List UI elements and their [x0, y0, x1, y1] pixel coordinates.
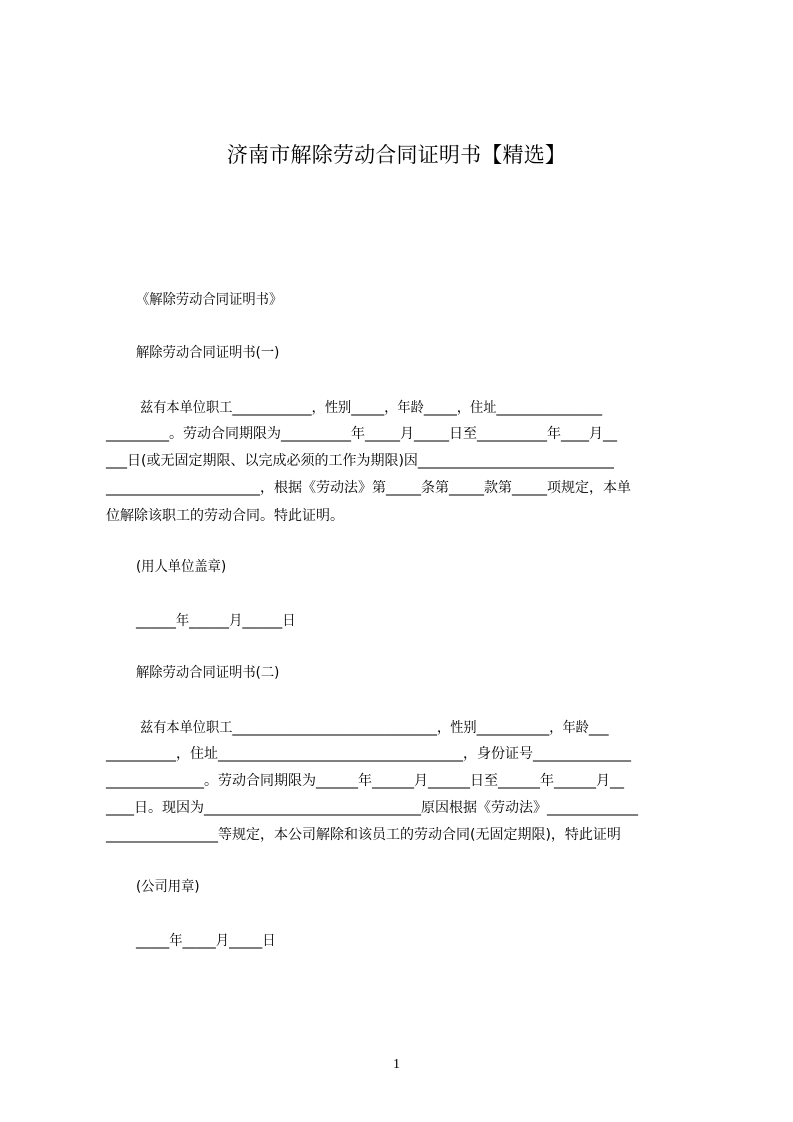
stamp-note-two: (公司用章)	[136, 879, 200, 895]
date-line-one: ______年______月______日	[136, 613, 296, 629]
page-number: 1	[393, 1057, 400, 1072]
paragraph-one-line: ___日(或无固定期限、以完成必须的工作为期限)因____________________________	[106, 453, 614, 469]
paragraph-one-line: 位解除该职工的劳动合同。特此证明。	[106, 508, 344, 524]
paragraph-two-line: ______________。劳动合同期限为______年______月______日至______年______月__	[106, 773, 624, 789]
paragraph-one-line: _________。劳动合同期限为__________年_____月_____日至__________年____月__	[106, 426, 617, 442]
date-line-two: _____年_____月_____日	[136, 933, 276, 949]
paragraph-one-line: ______________________，根据《劳动法》第_____条第_____款第_____项规定，本单	[106, 480, 631, 496]
stamp-note-one: (用人单位盖章)	[136, 559, 227, 575]
paragraph-two-line: 兹有本单位职工_______________________________，性别___________，年龄___	[140, 720, 609, 736]
doc-heading: 《解除劳动合同证明书》	[136, 292, 283, 308]
section-heading-two: 解除劳动合同证明书(二)	[136, 665, 280, 681]
paragraph-one-line: 兹有本单位职工____________，性别_____，年龄_____，住址________________	[140, 400, 603, 416]
paragraph-two-line: ________________等规定，本公司解除和该员工的劳动合同(无固定期限)，特此证明	[106, 827, 621, 843]
document-title: 济南市解除劳动合同证明书【精选】	[226, 143, 567, 167]
paragraph-two-line: __________，住址___________________________________，身份证号______________	[106, 746, 631, 762]
paragraph-two-line: ____日。现因为_______________________________原因根据《劳动法》_____________	[106, 800, 638, 816]
section-heading-one: 解除劳动合同证明书(一)	[136, 345, 280, 361]
